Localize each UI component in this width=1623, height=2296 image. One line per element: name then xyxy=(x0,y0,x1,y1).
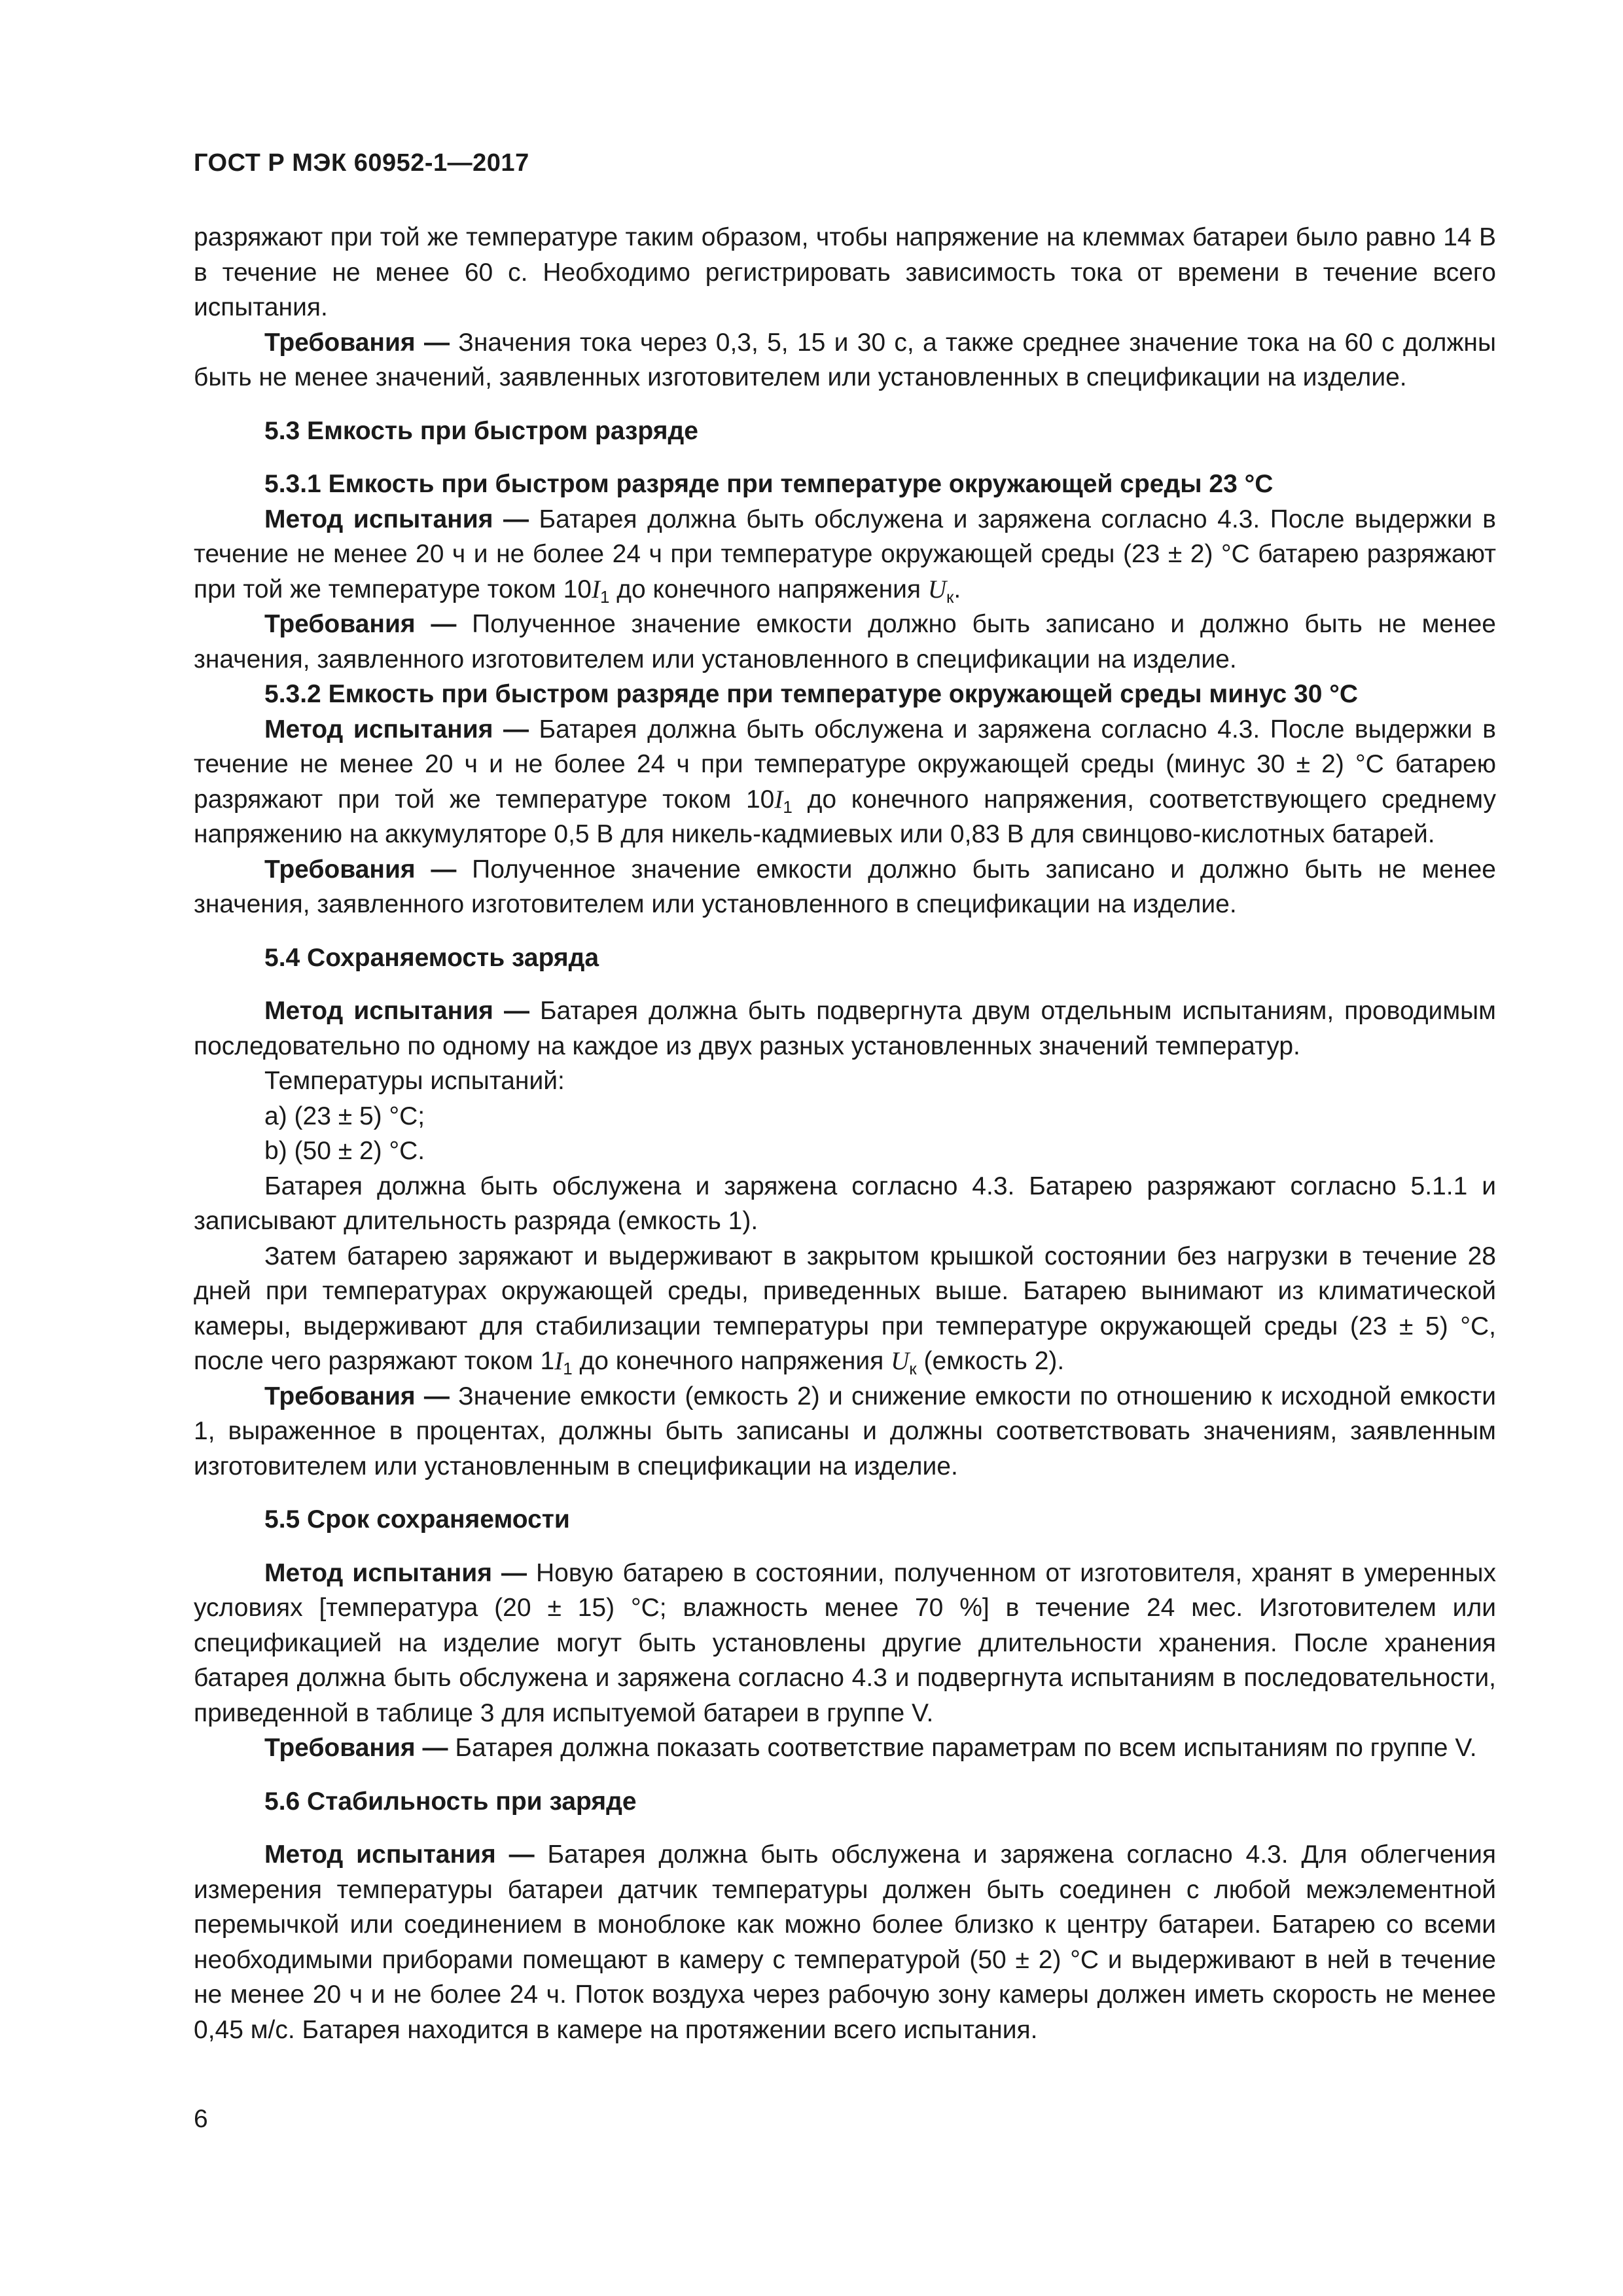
paragraph: Температуры испытаний: xyxy=(264,1067,565,1095)
section-heading-5-3-2: 5.3.2 Емкость при быстром разряде при температуре окружающей среды минус 30 °С xyxy=(264,680,1358,708)
requirements-label: Требования — xyxy=(264,328,450,357)
section-heading-5-4: 5.4 Сохраняемость заряда xyxy=(264,943,599,972)
paragraph: Батарея должна быть обслужена и заряжена согласно 4.3. Батарею разряжают согласно 5.1.1 и записывают длительность разряда (емкость 1). xyxy=(194,1172,1496,1235)
requirements-label: Требования — xyxy=(264,1734,448,1762)
paragraph-text: до конечного напряжения, соответствующего среднему напряжению на аккумуляторе 0,5 В для никель-кадмиевых или 0,83 В для свинцово-кислотных батарей. xyxy=(194,785,1496,848)
paragraph-text: Значение емкости (емкость 2) и снижение емкости по отношению к исходной емкости 1, выраженное в процентах, должны быть записаны и должны соответствовать значениям, заявленным изготовителем или установленным в спецификации на изделие. xyxy=(194,1382,1496,1480)
symbol-current: I xyxy=(591,575,600,603)
paragraph xyxy=(194,1239,1496,1379)
symbol-voltage: U xyxy=(891,1347,910,1375)
symbol-voltage: U xyxy=(927,575,947,603)
paragraph-text: . xyxy=(954,575,961,603)
method-paragraph xyxy=(194,1556,1496,1731)
requirements-paragraph xyxy=(194,1379,1496,1484)
paragraph-text: Батарея должна быть обслужена и заряжена согласно 4.3. Для облегчения измерения температуры батареи датчик температуры должен быть соединен с любой межэлементной перемычкой или соединением в моноблоке как можно более близко к центру батареи. Батарею со всеми необходимыми приборами помещают в камеру с температурой (50 ± 2) °С и выдерживают в ней в течение не менее 20 ч и не более 24 ч. Поток воздуха через рабочую зону камеры должен иметь скорость не менее 0,45 м/с. Батарея находится в камере на протяжении всего испытания. xyxy=(194,1840,1496,2044)
requirements-paragraph xyxy=(194,1731,1496,1766)
paragraph-text: Новую батарею в состоянии, полученном от изготовителя, хранят в умеренных условиях [температура (20 ± 15) °С; влажность менее 70 %] в течение 24 мес. Изготовителем или спецификацией на изделие могут быть установлены другие длительности хранения. После хранения батарея должна быть обслужена и заряжена согласно 4.3 и подвергнута испытаниям в последовательности, приведенной в таблице 3 для испытуемой батареи в группе V. xyxy=(194,1558,1496,1727)
subscript: 1 xyxy=(563,1359,573,1378)
requirements-label: Требования — xyxy=(264,855,457,884)
page-number: 6 xyxy=(194,2105,208,2133)
method-label: Метод испытания — xyxy=(264,505,529,533)
requirements-paragraph xyxy=(194,852,1496,922)
symbol-current: I xyxy=(554,1347,563,1375)
subscript: 1 xyxy=(599,586,610,607)
paragraph-text: до конечного напряжения xyxy=(609,575,928,603)
paragraph-text: до конечного напряжения xyxy=(572,1347,891,1375)
paragraph-text: Батарея должна быть обслужена и заряжена согласно 4.3. После выдержки в течение не менее 20 ч и не более 24 ч при температуре окружающей среды (23 ± 2) °С батарею разряжают при той же температуре током 10 xyxy=(194,505,1496,603)
paragraph-text: Батарея должна быть обслужена и заряжена согласно 4.3. После выдержки в течение не менее 20 ч и не более 24 ч при температуре окружающей среды (минус 30 ± 2) °С батарею разряжают при той же температуре током 10 xyxy=(194,715,1496,814)
method-label: Метод испытания — xyxy=(264,997,529,1025)
method-paragraph xyxy=(194,712,1496,852)
method-paragraph xyxy=(194,1837,1496,2047)
subscript: к xyxy=(946,586,954,607)
paragraph: разряжают при той же температуре таким образом, чтобы напряжение на клеммах батареи было равно 14 В в течение не менее 60 с. Необходимо регистрировать зависимость тока от времени в течение всего испытания. xyxy=(194,223,1496,321)
section-heading-5-5: 5.5 Срок сохраняемости xyxy=(264,1505,570,1534)
paragraph-text: Затем батарею заряжают и выдерживают в закрытом крышкой состоянии без нагрузки в течение 28 дней при температурах окружающей среды, приведенных выше. Батарею вынимают из климатической камеры, выдерживают для стабилизации температуры при температуре окружающей среды (23 ± 5) °С, после чего разряжают током 1 xyxy=(194,1242,1496,1375)
page-body xyxy=(194,220,1496,2047)
paragraph-text: Полученное значение емкости должно быть записано и должно быть не менее значения, заявленного изготовителем или установленного в спецификации на изделие. xyxy=(194,855,1497,918)
symbol-current: I xyxy=(774,785,783,814)
method-label: Метод испытания — xyxy=(264,1840,535,1869)
subscript: к xyxy=(909,1359,917,1378)
method-label: Метод испытания — xyxy=(264,1558,527,1587)
paragraph-text: Батарея должна быть подвергнута двум отдельным испытаниям, проводимым последовательно по одному на каждое из двух разных установленных значений температур. xyxy=(194,997,1496,1060)
paragraph-text: (емкость 2). xyxy=(916,1347,1065,1375)
subscript: 1 xyxy=(783,797,793,817)
method-label: Метод испытания — xyxy=(264,715,529,744)
section-heading-5-3: 5.3 Емкость при быстром разряде xyxy=(264,416,698,445)
requirements-paragraph xyxy=(194,325,1496,395)
paragraph-text: Батарея должна показать соответствие параметрам по всем испытаниям по группе V. xyxy=(448,1734,1477,1762)
list-item: b) (50 ± 2) °С. xyxy=(264,1137,425,1165)
method-paragraph xyxy=(194,502,1496,607)
paragraph-text: Полученное значение емкости должно быть записано и должно быть не менее значения, заявленного изготовителем или установленного в спецификации на изделие. xyxy=(194,610,1497,673)
method-paragraph xyxy=(194,994,1496,1064)
page-header: ГОСТ Р МЭК 60952-1—2017 xyxy=(194,149,529,177)
requirements-label: Требования — xyxy=(264,1382,450,1410)
requirements-label: Требования — xyxy=(264,610,457,638)
paragraph-text: Значения тока через 0,3, 5, 15 и 30 с, а также среднее значение тока на 60 с должны быть не менее значений, заявленных изготовителем или установленных в спецификации на изделие. xyxy=(194,328,1496,391)
section-heading-5-6: 5.6 Стабильность при заряде xyxy=(264,1787,637,1816)
requirements-paragraph xyxy=(194,607,1496,677)
list-item: a) (23 ± 5) °С; xyxy=(264,1102,425,1130)
section-heading-5-3-1: 5.3.1 Емкость при быстром разряде при температуре окружающей среды 23 °С xyxy=(264,470,1274,498)
